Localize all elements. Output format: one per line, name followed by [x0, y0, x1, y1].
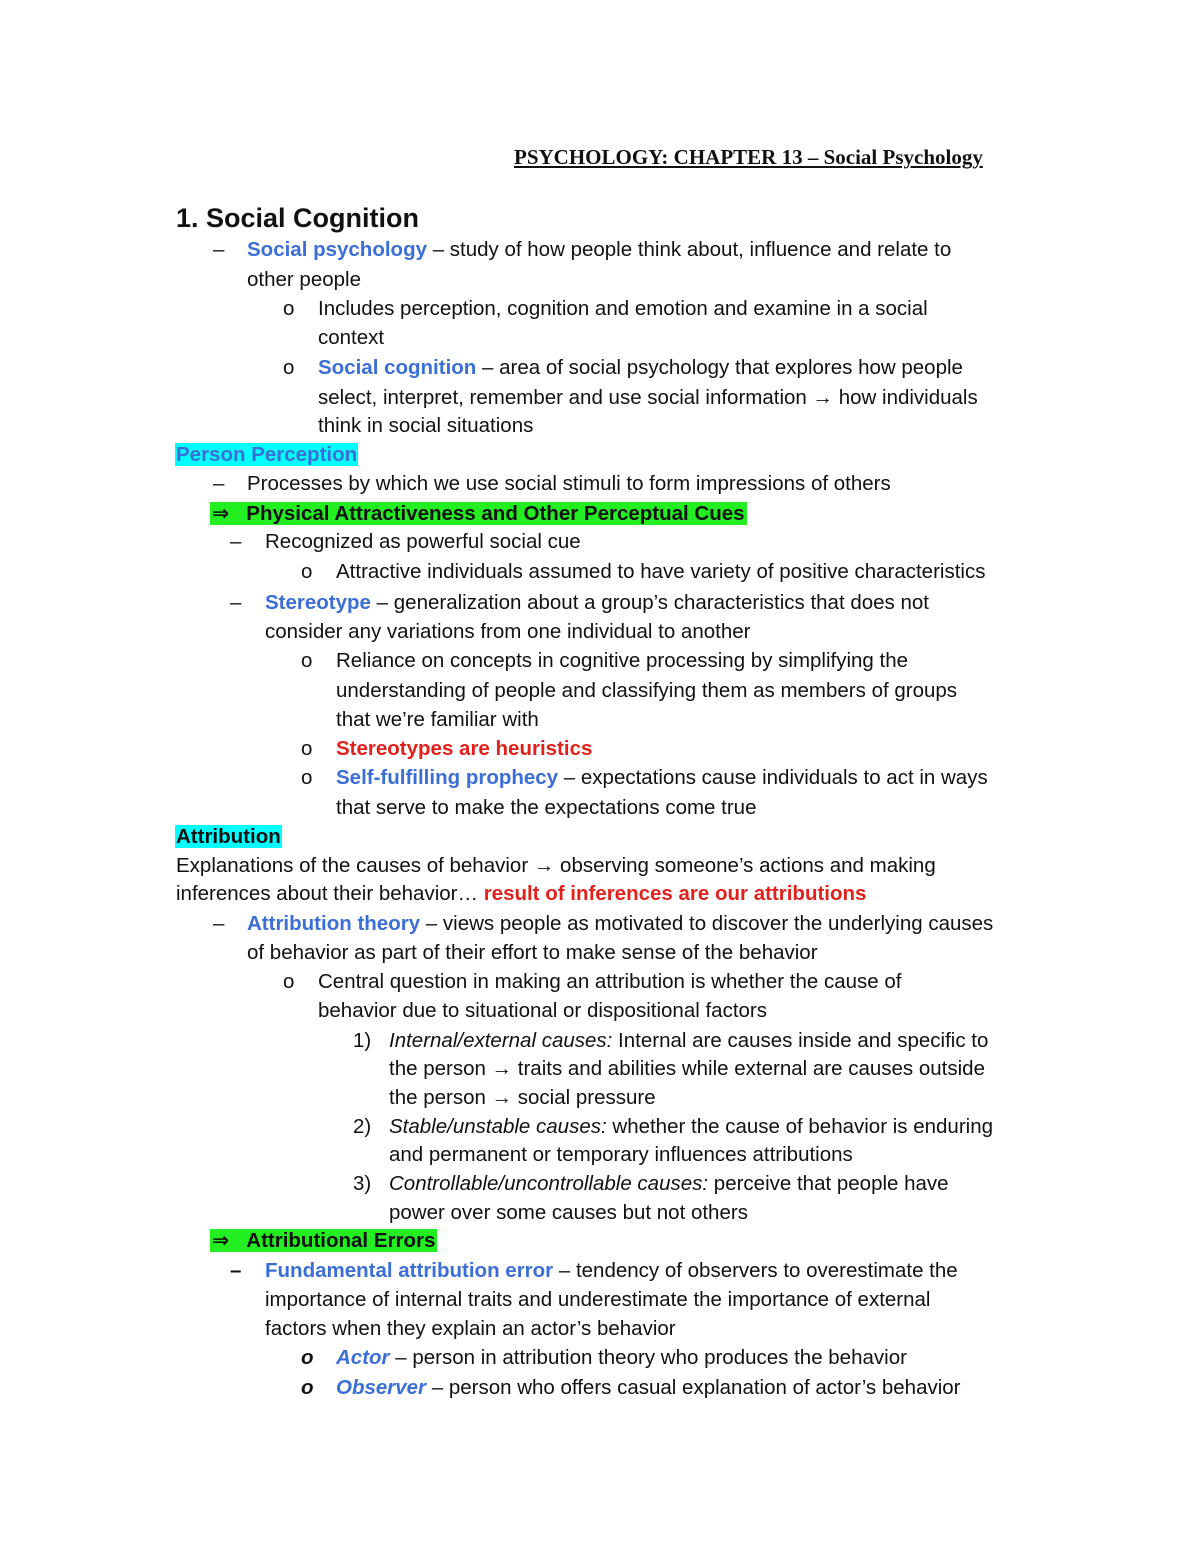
page-title: PSYCHOLOGY: CHAPTER 13 – Social Psychology	[514, 145, 983, 169]
circle-bullet: o	[283, 356, 295, 379]
circle-bullet: o	[301, 649, 313, 672]
subheading-text: Physical Attractiveness and Other Perceptual Cues	[229, 502, 746, 525]
term-self-fulfilling-prophecy: Self-fulfilling prophecy	[336, 766, 559, 789]
dash-bullet: –	[230, 1259, 242, 1282]
reliance-continuation: understanding of people and classifying them as members of groups	[336, 679, 958, 702]
section-heading-social-cognition: 1. Social Cognition	[176, 203, 420, 233]
definition-continuation: importance of internal traits and underestimate the importance of external	[265, 1288, 931, 1311]
physical-attractiveness-heading	[210, 502, 747, 526]
social-psychology-line	[247, 238, 951, 262]
explanation-text: observing someone’s actions and making	[554, 854, 936, 877]
circle-bullet: o	[283, 970, 295, 993]
circle-bullet: o	[301, 1346, 314, 1369]
definition-continuation: factors when they explain an actor’s behavior	[265, 1317, 676, 1340]
definition-text: – area of social psychology that explores how people	[476, 356, 963, 379]
definition-continuation: consider any variations from one individual to another	[265, 620, 751, 643]
list-number: 2)	[353, 1115, 372, 1138]
item-continuation	[389, 1057, 985, 1081]
highlighted-heading: Person Perception	[176, 443, 358, 466]
social-cognition-continuation	[318, 386, 978, 410]
item-continuation: power over some causes but not others	[389, 1201, 748, 1224]
term-social-psychology: Social psychology	[247, 238, 427, 261]
implies-icon: ⇒	[212, 1229, 230, 1252]
social-cognition-line	[318, 356, 963, 380]
processes-line: Processes by which we use social stimuli to form impressions of others	[247, 472, 891, 495]
item-label: Internal/external causes:	[389, 1029, 613, 1052]
attribution-explanation	[176, 854, 936, 878]
result-highlight: result of inferences are our attributions	[483, 882, 867, 905]
item-text: perceive that people have	[708, 1172, 949, 1195]
definition-text: how individuals	[833, 386, 978, 409]
definition-text: – person in attribution theory who produces the behavior	[389, 1346, 907, 1369]
dash-bullet: –	[213, 912, 225, 935]
attractive-line: Attractive individuals assumed to have variety of positive characteristics	[336, 560, 986, 583]
definition-text: select, interpret, remember and use social information	[318, 386, 813, 409]
explanation-text: inferences about their behavior…	[176, 882, 484, 905]
numbered-item-stable-unstable	[389, 1115, 993, 1139]
attributional-errors-heading	[210, 1229, 437, 1253]
dash-bullet: –	[213, 238, 225, 261]
circle-bullet: o	[301, 1376, 314, 1399]
arrow-icon: →	[533, 854, 555, 877]
arrow-icon: →	[812, 386, 834, 409]
dash-bullet: –	[230, 530, 242, 553]
highlighted-heading: Attribution	[176, 825, 281, 848]
term-stereotype: Stereotype	[265, 591, 371, 614]
dash-bullet: –	[213, 472, 225, 495]
numbered-item-controllable	[389, 1172, 949, 1196]
item-text: the person	[389, 1057, 492, 1080]
definition-text: – tendency of observers to overestimate the	[553, 1259, 958, 1282]
item-continuation: and permanent or temporary influences attributions	[389, 1143, 853, 1166]
subheading-text: Attributional Errors	[229, 1229, 437, 1252]
arrow-icon: →	[491, 1086, 513, 1109]
definition-continuation: of behavior as part of their effort to make sense of the behavior	[247, 941, 818, 964]
term-attribution-theory: Attribution theory	[247, 912, 421, 935]
definition-continuation: think in social situations	[318, 414, 534, 437]
item-label: Controllable/uncontrollable causes:	[389, 1172, 709, 1195]
circle-bullet: o	[283, 297, 295, 320]
reliance-line: Reliance on concepts in cognitive processing by simplifying the	[336, 649, 909, 672]
central-question-continuation: behavior due to situational or dispositional factors	[318, 999, 767, 1022]
item-text: whether the cause of behavior is enduring	[606, 1115, 994, 1138]
reliance-continuation: that we’re familiar with	[336, 708, 539, 731]
definition-text: – expectations cause individuals to act in ways	[558, 766, 988, 789]
heading-person-perception	[175, 443, 358, 467]
circle-bullet: o	[301, 560, 313, 583]
item-text: social pressure	[512, 1086, 656, 1109]
definition-text: – person who offers casual explanation of actor’s behavior	[426, 1376, 961, 1399]
item-text: traits and abilities while external are causes outside	[512, 1057, 985, 1080]
self-fulfilling-prophecy-line	[336, 766, 988, 790]
includes-line: Includes perception, cognition and emotion and examine in a social	[318, 297, 928, 320]
arrow-icon: →	[491, 1057, 513, 1080]
item-continuation	[389, 1086, 656, 1110]
includes-continuation: context	[318, 326, 385, 349]
observer-line	[336, 1376, 961, 1400]
list-number: 3)	[353, 1172, 372, 1195]
circle-bullet: o	[301, 737, 313, 760]
term-fundamental-attribution-error: Fundamental attribution error	[265, 1259, 554, 1282]
actor-line	[336, 1346, 907, 1370]
circle-bullet: o	[301, 766, 313, 789]
item-label: Stable/unstable causes:	[389, 1115, 607, 1138]
definition-text: – views people as motivated to discover the underlying causes	[420, 912, 994, 935]
recognized-line: Recognized as powerful social cue	[265, 530, 581, 553]
attribution-explanation-continuation	[176, 882, 866, 906]
list-number: 1)	[353, 1029, 372, 1052]
numbered-item-internal-external	[389, 1029, 988, 1053]
central-question-line: Central question in making an attribution is whether the cause of	[318, 970, 902, 993]
definition-text: – study of how people think about, influence and relate to	[427, 238, 952, 261]
term-social-cognition: Social cognition	[318, 356, 477, 379]
stereotype-line	[265, 591, 929, 615]
dash-bullet: –	[230, 591, 242, 614]
term-actor: Actor	[336, 1346, 390, 1369]
heuristics-line: Stereotypes are heuristics	[336, 737, 593, 760]
item-text: the person	[389, 1086, 492, 1109]
definition-text: – generalization about a group’s characteristics that does not	[370, 591, 929, 614]
explanation-text: Explanations of the causes of behavior	[176, 854, 534, 877]
definition-continuation: that serve to make the expectations come true	[336, 796, 757, 819]
definition-continuation: other people	[247, 268, 361, 291]
implies-icon: ⇒	[212, 502, 230, 525]
item-text: Internal are causes inside and specific to	[612, 1029, 989, 1052]
fundamental-attribution-error-line	[265, 1259, 958, 1283]
attribution-theory-line	[247, 912, 993, 936]
term-observer: Observer	[336, 1376, 427, 1399]
heading-attribution	[175, 825, 282, 849]
